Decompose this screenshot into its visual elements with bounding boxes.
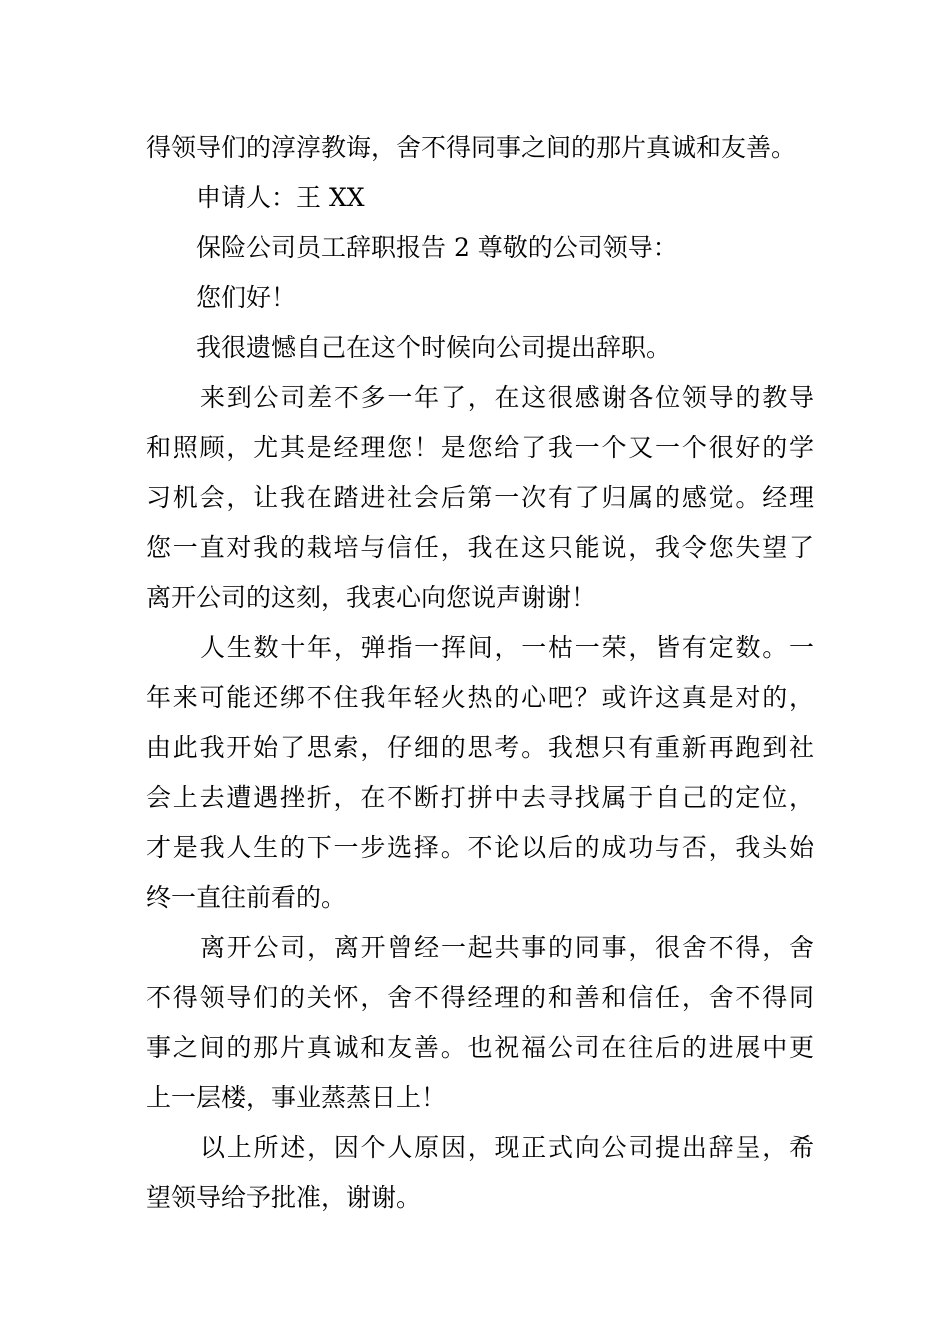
report-title-line: 保险公司员工辞职报告 2 尊敬的公司领导： xyxy=(196,233,678,262)
text-line: 和照顾，尤其是经理您！是您给了我一个又一个很好的学 xyxy=(146,433,814,462)
text-line: 上一层楼，事业蒸蒸日上！ xyxy=(146,1083,447,1112)
text-line: 习机会，让我在踏进社会后第一次有了归属的感觉。经理 xyxy=(146,483,814,512)
text-line: 终一直往前看的。 xyxy=(146,883,347,912)
text-line: 年来可能还绑不住我年轻火热的心吧？或许这真是对的， xyxy=(146,683,814,712)
text-line: 不得领导们的关怀，舍不得经理的和善和信任，舍不得同 xyxy=(146,983,814,1012)
applicant-line: 申请人：王 XX xyxy=(196,183,365,212)
text-line: 事之间的那片真诚和友善。也祝福公司在往后的进展中更 xyxy=(146,1033,814,1062)
paragraph-first-line: 人生数十年，弹指一挥间，一枯一荣，皆有定数。一 xyxy=(200,633,814,662)
text-line: 望领导给予批准，谢谢。 xyxy=(146,1183,422,1212)
text-line: 才是我人生的下一步选择。不论以后的成功与否，我头始 xyxy=(146,833,814,862)
text-line: 会上去遭遇挫折，在不断打拼中去寻找属于自己的定位， xyxy=(146,783,814,812)
greeting-line: 您们好！ xyxy=(196,283,297,312)
paragraph-first-line: 来到公司差不多一年了，在这很感谢各位领导的教导 xyxy=(200,383,814,412)
text-line: 离开公司的这刻，我衷心向您说声谢谢！ xyxy=(146,583,597,612)
text-line: 得领导们的淳淳教诲，舍不得同事之间的那片真诚和友善。 xyxy=(146,133,797,162)
text-line: 我很遗憾自己在这个时候向公司提出辞职。 xyxy=(196,333,672,362)
text-line: 由此我开始了思索，仔细的思考。我想只有重新再跑到社 xyxy=(146,733,814,762)
document-body xyxy=(146,123,814,1223)
paragraph-first-line: 离开公司，离开曾经一起共事的同事，很舍不得，舍 xyxy=(200,933,814,962)
paragraph-first-line: 以上所述，因个人原因，现正式向公司提出辞呈，希 xyxy=(200,1133,814,1162)
text-line: 您一直对我的栽培与信任，我在这只能说，我令您失望了 xyxy=(146,533,814,562)
